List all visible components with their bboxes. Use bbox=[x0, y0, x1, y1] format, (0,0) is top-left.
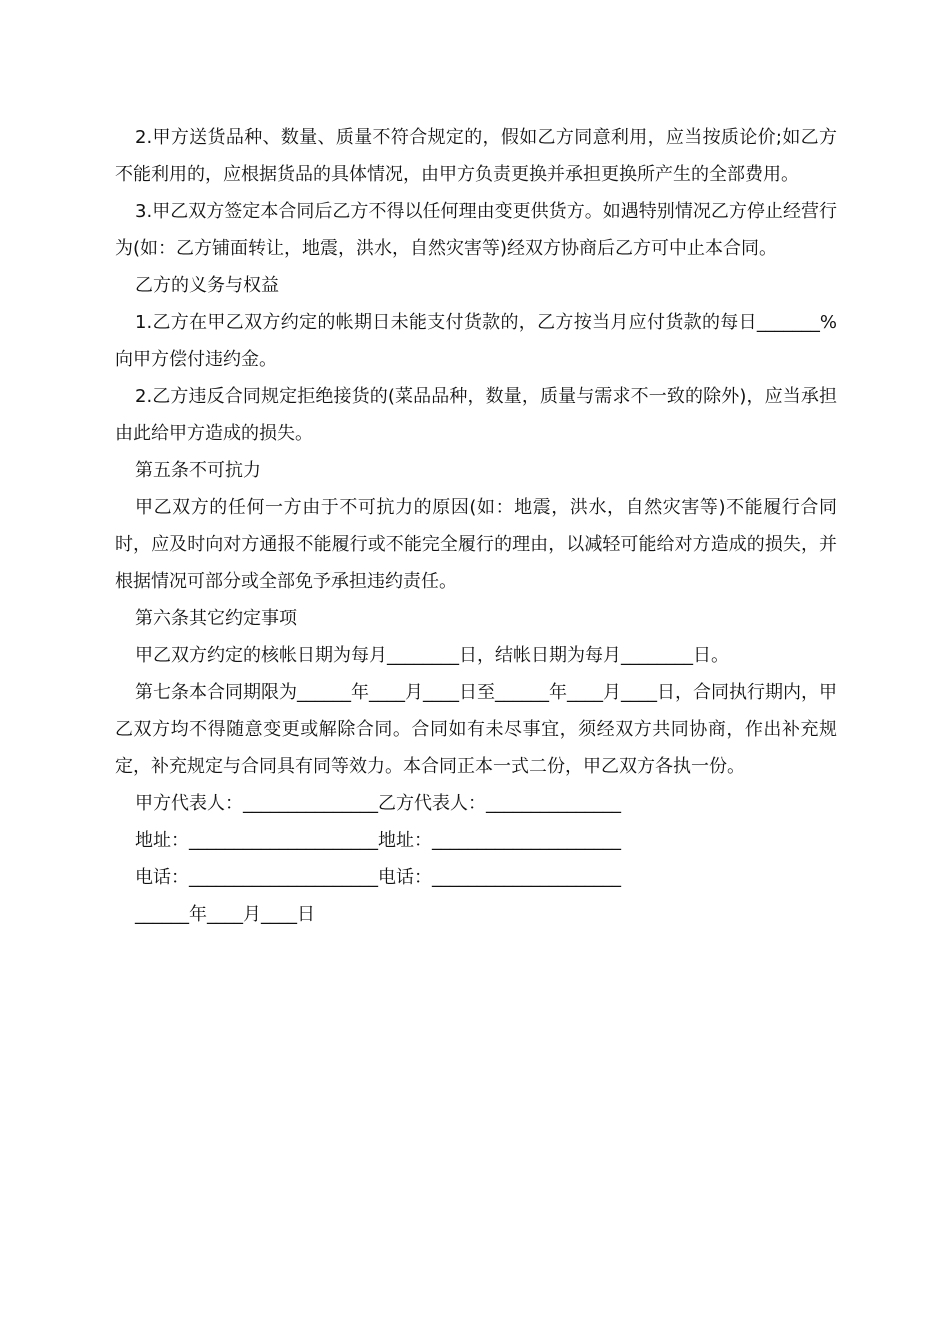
force-majeure-paragraph: 甲乙双方的任何一方由于不可抗力的原因(如：地震，洪水，自然灾害等)不能履行合同时，应及时向对方通报不能履行或不能完全履行的理由，以减轻可能给对方造成的损失，并根据情况可部分或全部免予承担违约责任。 bbox=[115, 497, 837, 592]
date-line: ______年____月____日 bbox=[135, 904, 315, 925]
clause-3-paragraph: 3.甲乙双方签定本合同后乙方不得以任何理由变更供货方。如遇特别情况乙方停止经营行为(如：乙方铺面转让，地震，洪水，自然灾害等)经双方协商后乙方可中止本合同。 bbox=[115, 201, 837, 259]
article-6-heading: 第六条其它约定事项 bbox=[135, 608, 297, 629]
clause-2-paragraph: 2.甲方送货品种、数量、质量不符合规定的，假如乙方同意利用，应当按质论价;如乙方不能利用的，应根据货品的具体情况，由甲方负责更换并承担更换所产生的全部费用。 bbox=[115, 127, 837, 185]
section-heading-obligations: 乙方的义务与权益 bbox=[135, 275, 279, 296]
obligation-1-paragraph: 1.乙方在甲乙双方约定的帐期日未能支付货款的，乙方按当月应付货款的每日_______%向甲方偿付违约金。 bbox=[115, 312, 837, 370]
document-body bbox=[115, 119, 837, 933]
settlement-date-paragraph: 甲乙双方约定的核帐日期为每月________日，结帐日期为每月________日。 bbox=[135, 645, 729, 666]
obligation-2-paragraph: 2.乙方违反合同规定拒绝接货的(菜品品种，数量，质量与需求不一致的除外)，应当承担由此给甲方造成的损失。 bbox=[115, 386, 837, 444]
address-line: 地址：_____________________地址：_____________________ bbox=[135, 830, 621, 851]
representative-line: 甲方代表人：_______________乙方代表人：_______________ bbox=[135, 793, 621, 814]
article-5-heading: 第五条不可抗力 bbox=[135, 460, 261, 481]
article-7-paragraph: 第七条本合同期限为______年____月____日至______年____月____日，合同执行期内，甲乙双方均不得随意变更或解除合同。合同如有未尽事宜，须经双方共同协商，作出补充规定，补充规定与合同具有同等效力。本合同正本一式二份，甲乙双方各执一份。 bbox=[115, 682, 837, 777]
signature-block bbox=[115, 785, 837, 933]
phone-line: 电话：_____________________电话：_____________________ bbox=[135, 867, 621, 888]
